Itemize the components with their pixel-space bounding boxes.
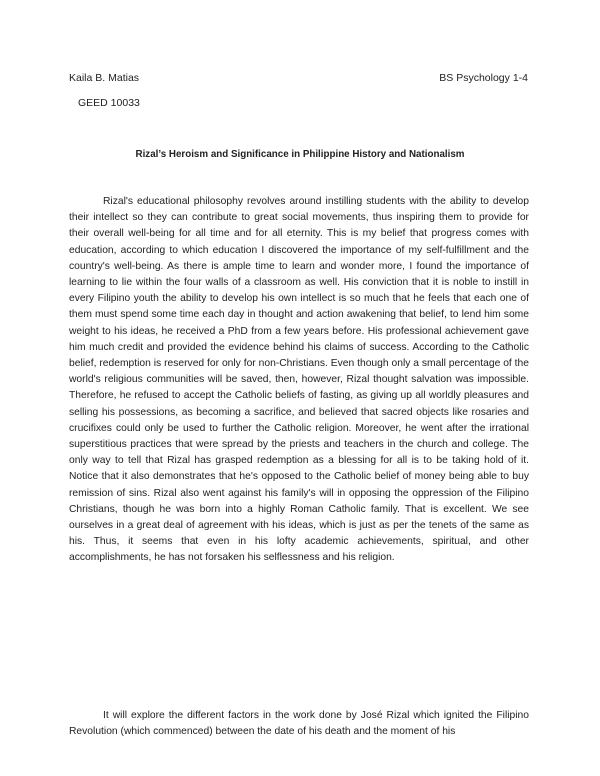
essay-title: Rizal’s Heroism and Significance in Philippine History and Nationalism	[135, 149, 465, 160]
subject-code: GEED 10033	[78, 97, 140, 109]
body-paragraph-1: Rizal's educational philosophy revolves around instilling students with the ability to develop their intellect so they can contribute to great social movements, thus inspiring them to provide for their overall well-being for all time and for all eternity. This is my belief that progress comes with education, according to which education I discovered the importance of my self-fulfillment and the country's well-being. As there is ample time to learn and wonder more, I found the importance of learning to lie within the four walls of a classroom as well. His conviction that it is noble to instill in every Filipino youth the ability to develop his own intellect is so much that he feels that each one of them must spend some time each day in thought and action awakening that belief, to lend him some weight to his ideas, he received a PhD from a few years before. His professional achievement gave him much credit and provided the evidence behind his claims of success. According to the Catholic belief, redemption is reserved for only for non-Christians. Even though only a small percentage of the world's religious communities will be saved, then, however, Rizal thought salvation was impossible. Therefore, he refused to accept the Catholic beliefs of fasting, as giving up all worldly pleasures and selling his possessions, as becoming a sacrifice, and believed that sacred objects like rosaries and crucifixes could only be used to further the Catholic religion. Moreover, he went after the irrational superstitious practices that were spread by the priests and teachers in the church and college. The only way to tell that Rizal has grasped redemption as a blessing for all is to be taking hold of it. Notice that it also demonstrates that he's opposed to the Catholic belief of money being able to buy remission of sins. Rizal also went against his family's will in opposing the oppression of the Filipino Christians, though he was born into a highly Roman Catholic family. That is excellent. We see ourselves in a great deal of agreement with his ideas, which is just as per the tenets of the same as his. Thus, it seems that even in his lofty academic achievements, spiritual, and other accomplishments, he has not forsaken his selflessness and his religion.	[69, 196, 529, 564]
body-paragraph-2: It will explore the different factors in the work done by José Rizal which ignited the Filipino Revolution (which commenced) between the date of his death and the moment of his	[69, 710, 529, 738]
student-name: Kaila B. Matias	[69, 72, 140, 84]
course-section: BS Psychology 1-4	[439, 72, 528, 84]
